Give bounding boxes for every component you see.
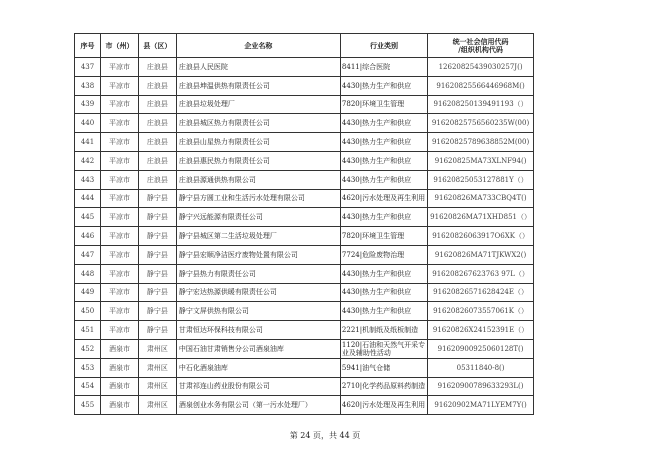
- col-industry-cell: 1120|石油和天然气开采专业及辅助性活动: [340, 339, 427, 358]
- col-credit-code-cell: 91620900789633293L(): [428, 377, 534, 396]
- col-city-cell: 平凉市: [101, 133, 139, 152]
- col-company-name-header: 企业名称: [176, 34, 340, 58]
- col-company-name-cell: 静宁县方圆工业和生活污水处理有限公司: [176, 189, 340, 208]
- col-industry-cell: 4430|热力生产和供应: [340, 208, 427, 227]
- col-industry-cell: 8411|综合医院: [340, 58, 427, 77]
- col-company-name-cell: 甘肃恒达环保科技有限公司: [176, 321, 340, 340]
- col-county-cell: 静宁县: [138, 302, 176, 321]
- col-city-cell: 平凉市: [101, 208, 139, 227]
- col-credit-code-cell: 91620900925060128T(): [428, 339, 534, 358]
- col-index-cell: 443: [75, 170, 101, 189]
- col-credit-code-cell: 91620826063917O6XK（）: [428, 227, 534, 246]
- table-row: [75, 264, 534, 283]
- col-credit-code-cell: 91620826073557061K（）: [428, 302, 534, 321]
- col-credit-code-cell: 91620825MA73XLNF94(): [428, 151, 534, 170]
- col-index-cell: 438: [75, 76, 101, 95]
- col-industry-cell: 4620|污水处理及再生利用: [340, 396, 427, 415]
- col-credit-code-cell: 91620825566446968M(): [428, 76, 534, 95]
- col-county-cell: 静宁县: [138, 283, 176, 302]
- col-city-cell: 平凉市: [101, 151, 139, 170]
- col-index-cell: 444: [75, 189, 101, 208]
- col-index-cell: 440: [75, 114, 101, 133]
- col-company-name-cell: 中石化酒泉油库: [176, 358, 340, 377]
- col-company-name-cell: 酒泉创业水务有限公司（第一污水处理厂）: [176, 396, 340, 415]
- col-index-cell: 448: [75, 264, 101, 283]
- table-row: [75, 339, 534, 358]
- col-credit-code-cell: 91620825053127881Y（）: [428, 170, 534, 189]
- table-row: [75, 358, 534, 377]
- col-company-name-cell: 甘肃祁连山药业股份有限公司: [176, 377, 340, 396]
- table-row: [75, 76, 534, 95]
- table-row: [75, 58, 534, 77]
- col-company-name-cell: 庄浪县坤温供热有限责任公司: [176, 76, 340, 95]
- col-industry-cell: 4430|热力生产和供应: [340, 114, 427, 133]
- col-company-name-cell: 庄浪县垃圾处理厂: [176, 95, 340, 114]
- col-industry-cell: 7820|环境卫生管理: [340, 95, 427, 114]
- col-city-cell: 酒泉市: [101, 396, 139, 415]
- col-credit-code-header: 统一社会信用代码 /组织机构代码: [428, 34, 534, 58]
- col-credit-code-cell: 916208250139491193（）: [428, 95, 534, 114]
- col-index-cell: 455: [75, 396, 101, 415]
- col-company-name-cell: 静宁县热力有限责任公司: [176, 264, 340, 283]
- col-index-cell: 454: [75, 377, 101, 396]
- col-city-cell: 平凉市: [101, 170, 139, 189]
- col-county-cell: 静宁县: [138, 321, 176, 340]
- col-company-name-cell: 静宁兴远能源有限责任公司: [176, 208, 340, 227]
- col-industry-cell: 4430|热力生产和供应: [340, 133, 427, 152]
- col-industry-cell: 7724|危险废物治理: [340, 245, 427, 264]
- col-county-cell: 静宁县: [138, 189, 176, 208]
- table-row: [75, 151, 534, 170]
- table-row: [75, 302, 534, 321]
- col-city-cell: 酒泉市: [101, 377, 139, 396]
- col-city-cell: 酒泉市: [101, 339, 139, 358]
- table-row: [75, 189, 534, 208]
- table-row: [75, 321, 534, 340]
- col-county-cell: 庄浪县: [138, 95, 176, 114]
- col-industry-cell: 4620|污水处理及再生利用: [340, 189, 427, 208]
- col-industry-cell: 5941|油气仓储: [340, 358, 427, 377]
- col-county-cell: 庄浪县: [138, 170, 176, 189]
- col-index-cell: 441: [75, 133, 101, 152]
- col-county-cell: 庄浪县: [138, 114, 176, 133]
- col-city-cell: 平凉市: [101, 114, 139, 133]
- col-city-cell: 平凉市: [101, 302, 139, 321]
- col-index-cell: 446: [75, 227, 101, 246]
- col-credit-code-cell: 91620826571628424E（）: [428, 283, 534, 302]
- col-county-cell: 肃州区: [138, 377, 176, 396]
- table-row: [75, 283, 534, 302]
- col-credit-code-cell: 91620825756560235W(00): [428, 114, 534, 133]
- col-county-cell: 静宁县: [138, 264, 176, 283]
- col-index-cell: 449: [75, 283, 101, 302]
- col-city-cell: 平凉市: [101, 95, 139, 114]
- table-row: [75, 95, 534, 114]
- col-credit-code-cell: 91620826MA71TJKWX2(): [428, 245, 534, 264]
- col-city-header: 市（州）: [101, 34, 139, 58]
- col-index-cell: 451: [75, 321, 101, 340]
- col-company-name-cell: 庄浪县惠民热力有限责任公司: [176, 151, 340, 170]
- col-city-cell: 平凉市: [101, 58, 139, 77]
- col-index-cell: 450: [75, 302, 101, 321]
- table-row: [75, 377, 534, 396]
- col-county-cell: 静宁县: [138, 245, 176, 264]
- col-company-name-cell: 中国石油甘肃销售分公司酒泉油库: [176, 339, 340, 358]
- col-index-cell: 452: [75, 339, 101, 358]
- col-city-cell: 平凉市: [101, 321, 139, 340]
- col-county-cell: 庄浪县: [138, 133, 176, 152]
- enterprise-table: [74, 33, 534, 415]
- col-index-cell: 442: [75, 151, 101, 170]
- col-city-cell: 平凉市: [101, 76, 139, 95]
- col-county-cell: 肃州区: [138, 396, 176, 415]
- table-header: [75, 34, 534, 58]
- col-county-header: 县（区）: [138, 34, 176, 58]
- col-index-cell: 445: [75, 208, 101, 227]
- col-credit-code-cell: 91620826MA71XHD851（）: [428, 208, 534, 227]
- table-row: [75, 208, 534, 227]
- col-index-cell: 437: [75, 58, 101, 77]
- col-industry-cell: 4430|热力生产和供应: [340, 76, 427, 95]
- col-county-cell: 庄浪县: [138, 151, 176, 170]
- col-company-name-cell: 静宁县宏顺净洁医疗废物处置有限公司: [176, 245, 340, 264]
- col-industry-cell: 7820|环境卫生管理: [340, 227, 427, 246]
- col-industry-cell: 4430|热力生产和供应: [340, 302, 427, 321]
- col-credit-code-cell: 91620902MA71LYEM7Y(): [428, 396, 534, 415]
- col-city-cell: 平凉市: [101, 283, 139, 302]
- col-industry-cell: 4430|热力生产和供应: [340, 283, 427, 302]
- col-city-cell: 平凉市: [101, 245, 139, 264]
- col-industry-header: 行业类别: [340, 34, 427, 58]
- col-county-cell: 静宁县: [138, 208, 176, 227]
- col-index-header: 序号: [75, 34, 101, 58]
- col-county-cell: 肃州区: [138, 339, 176, 358]
- page-number: 第 24 页，共 44 页: [289, 431, 361, 440]
- col-index-cell: 447: [75, 245, 101, 264]
- col-industry-cell: 4430|热力生产和供应: [340, 264, 427, 283]
- col-county-cell: 庄浪县: [138, 58, 176, 77]
- col-company-name-cell: 静宁宏达热源供暖有限责任公司: [176, 283, 340, 302]
- col-credit-code-cell: 12620825439030257J(): [428, 58, 534, 77]
- col-city-cell: 酒泉市: [101, 358, 139, 377]
- table-row: [75, 133, 534, 152]
- col-credit-code-cell: 05311840-8(): [428, 358, 534, 377]
- col-company-name-cell: 庄浪县人民医院: [176, 58, 340, 77]
- col-city-cell: 平凉市: [101, 189, 139, 208]
- col-index-cell: 453: [75, 358, 101, 377]
- col-company-name-cell: 庄浪县山星热力有限责任公司: [176, 133, 340, 152]
- col-credit-code-cell: 91620826X24152391E（）: [428, 321, 534, 340]
- col-county-cell: 静宁县: [138, 227, 176, 246]
- col-city-cell: 平凉市: [101, 227, 139, 246]
- table-row: [75, 114, 534, 133]
- col-company-name-cell: 庄浪县源通供热有限公司: [176, 170, 340, 189]
- col-industry-cell: 2221|机制纸及纸板制造: [340, 321, 427, 340]
- col-company-name-cell: 静宁文屏供热有限公司: [176, 302, 340, 321]
- col-industry-cell: 2710|化学药品原料药制造: [340, 377, 427, 396]
- col-industry-cell: 4430|热力生产和供应: [340, 151, 427, 170]
- col-county-cell: 肃州区: [138, 358, 176, 377]
- col-credit-code-cell: 91620826MA733CBQ4T(): [428, 189, 534, 208]
- col-city-cell: 平凉市: [101, 264, 139, 283]
- col-industry-cell: 4430|热力生产和供应: [340, 170, 427, 189]
- col-credit-code-cell: 91620825789638852M(00): [428, 133, 534, 152]
- col-company-name-cell: 庄浪县城区热力有限责任公司: [176, 114, 340, 133]
- col-county-cell: 庄浪县: [138, 76, 176, 95]
- table-row: [75, 227, 534, 246]
- table-row: [75, 245, 534, 264]
- table-row: [75, 396, 534, 415]
- table-row: [75, 170, 534, 189]
- col-company-name-cell: 静宁县城区第二生活垃圾处理厂: [176, 227, 340, 246]
- col-credit-code-cell: 916208267623763 97L（）: [428, 264, 534, 283]
- col-index-cell: 439: [75, 95, 101, 114]
